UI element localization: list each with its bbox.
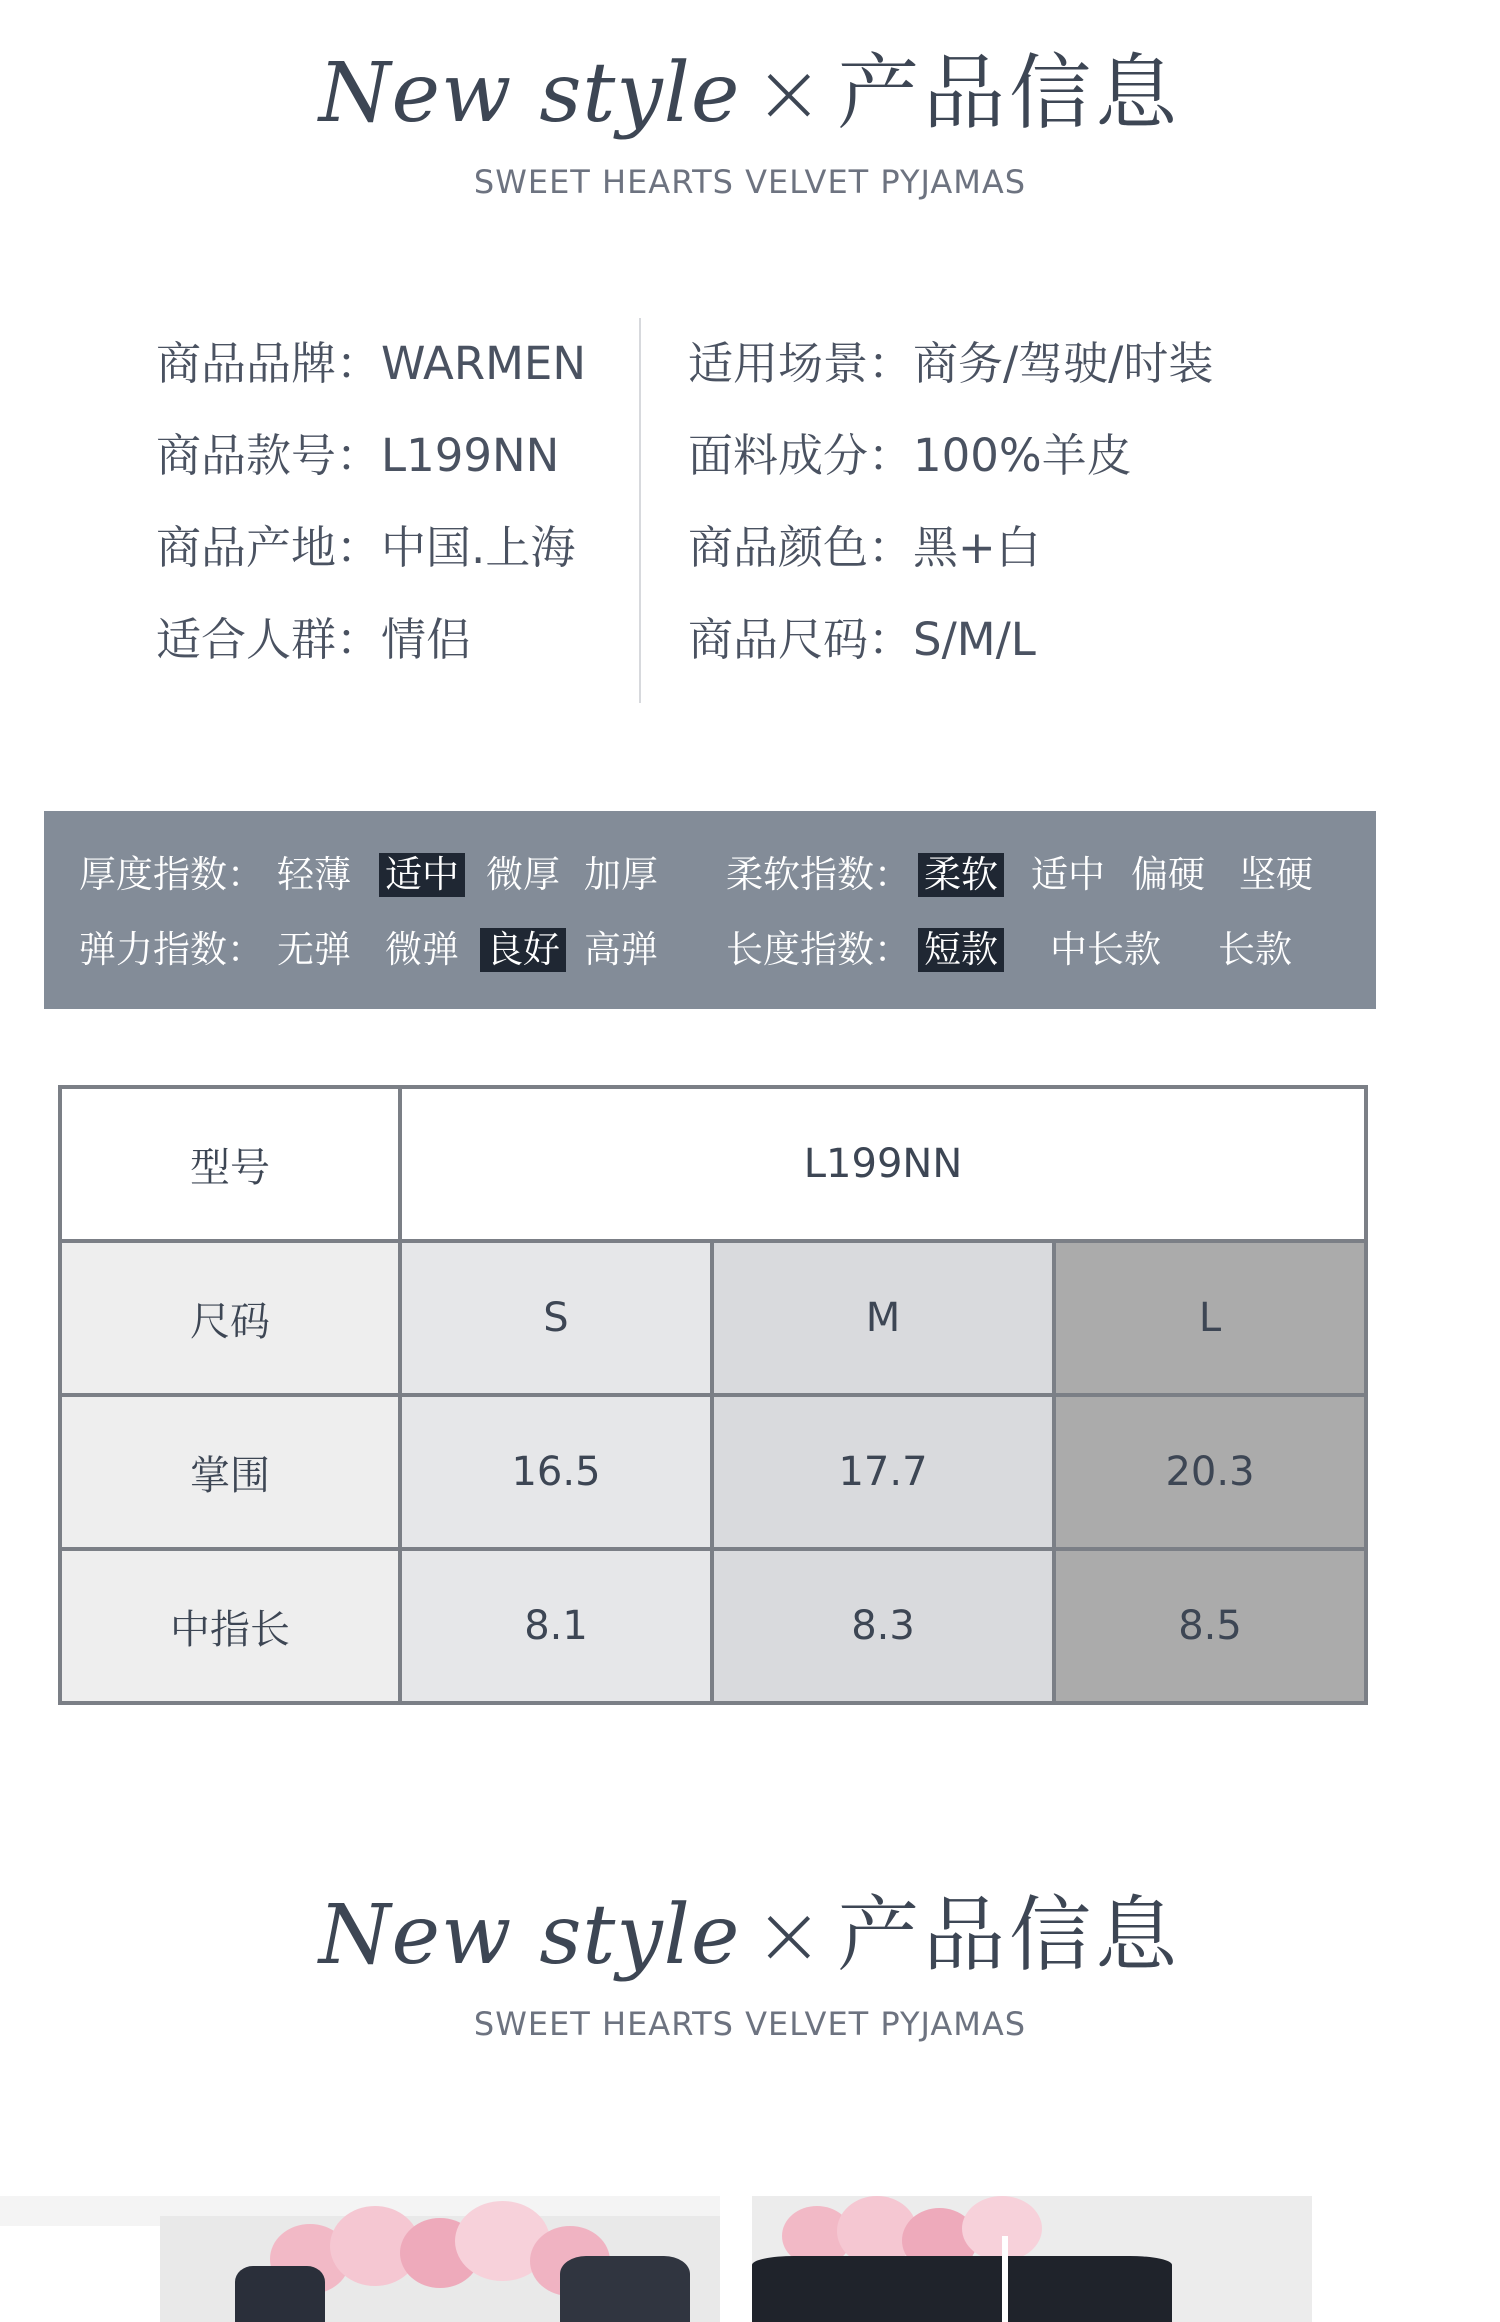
- table-row: [60, 1087, 1366, 1241]
- softness-option: 偏硬: [1131, 853, 1205, 896]
- product-photos: [0, 2196, 1500, 2322]
- info-label: 商品款号：: [156, 429, 382, 482]
- elasticity-option: 微弹: [385, 928, 459, 971]
- elasticity-option-selected: 良好: [480, 928, 566, 972]
- info-value: WARMEN: [381, 337, 587, 390]
- size-cell: S: [400, 1241, 712, 1395]
- info-label: 商品品牌：: [156, 337, 382, 390]
- info-row: [156, 594, 586, 686]
- info-value: 黑+白: [913, 521, 1041, 574]
- header-title: [0, 28, 1500, 145]
- softness-option-selected: 柔软: [918, 853, 1004, 897]
- thickness-label: 厚度指数：: [79, 853, 264, 896]
- value-cell: 20.3: [1054, 1395, 1366, 1549]
- info-label: 适用场景：: [688, 337, 914, 390]
- row-label-cell: 中指长: [60, 1549, 400, 1703]
- info-value: 中国.上海: [381, 521, 576, 574]
- softness-option: 坚硬: [1239, 853, 1313, 896]
- size-label-cell: 尺码: [60, 1241, 400, 1395]
- info-divider: [639, 318, 641, 703]
- size-table: [58, 1085, 1368, 1705]
- elasticity-label: 弹力指数：: [79, 928, 264, 971]
- softness-label: 柔软指数：: [726, 853, 911, 896]
- info-label: 面料成分：: [688, 429, 914, 482]
- header-cn-text: 产品信息: [837, 46, 1182, 141]
- value-cell: 17.7: [712, 1395, 1054, 1549]
- thickness-option: 微厚: [486, 853, 560, 896]
- product-photo: [0, 2196, 720, 2322]
- value-cell: 8.1: [400, 1549, 712, 1703]
- index-band: [44, 811, 1376, 1009]
- index-row-2: [44, 928, 1376, 988]
- length-label: 长度指数：: [726, 928, 911, 971]
- product-photo: [752, 2196, 1312, 2322]
- info-label: 适合人群：: [156, 613, 382, 666]
- info-row: [156, 502, 586, 594]
- header-script-text: New style: [318, 46, 741, 141]
- model-value-cell: L199NN: [400, 1087, 1366, 1241]
- model-label-cell: 型号: [60, 1087, 400, 1241]
- row-label-cell: 掌围: [60, 1395, 400, 1549]
- elasticity-option: 无弹: [277, 928, 351, 971]
- info-right-column: [688, 318, 1213, 686]
- section-header: [0, 28, 1500, 201]
- header-subtitle: SWEET HEARTS VELVET PYJAMAS: [473, 2005, 1027, 2043]
- thickness-option: 轻薄: [277, 853, 351, 896]
- length-option: 长款: [1218, 928, 1292, 971]
- value-cell: 8.5: [1054, 1549, 1366, 1703]
- info-value: 商务/驾驶/时装: [913, 337, 1214, 390]
- info-value: 100%羊皮: [913, 429, 1132, 482]
- info-label: 商品尺码：: [688, 613, 914, 666]
- table-row: [60, 1395, 1366, 1549]
- thickness-option: 加厚: [584, 853, 658, 896]
- info-value: L199NN: [381, 429, 560, 482]
- size-cell: M: [712, 1241, 1054, 1395]
- info-row: [688, 502, 1213, 594]
- info-value: S/M/L: [913, 613, 1036, 666]
- length-option-selected: 短款: [918, 928, 1004, 972]
- table-row: [60, 1241, 1366, 1395]
- softness-option: 适中: [1031, 853, 1105, 896]
- info-row: [688, 410, 1213, 502]
- info-left-column: [156, 318, 586, 686]
- info-row: [156, 318, 586, 410]
- thickness-option-selected: 适中: [379, 853, 465, 897]
- info-row: [156, 410, 586, 502]
- header-subtitle: SWEET HEARTS VELVET PYJAMAS: [473, 163, 1027, 201]
- length-option: 中长款: [1050, 928, 1161, 971]
- value-cell: 16.5: [400, 1395, 712, 1549]
- info-row: [688, 318, 1213, 410]
- section-header-2: [0, 1870, 1500, 2043]
- table-row: [60, 1549, 1366, 1703]
- info-row: [688, 594, 1213, 686]
- info-label: 商品颜色：: [688, 521, 914, 574]
- value-cell: 8.3: [712, 1549, 1054, 1703]
- header-cn-text: 产品信息: [837, 1888, 1182, 1983]
- header-cross: ×: [754, 46, 824, 141]
- info-label: 商品产地：: [156, 521, 382, 574]
- size-cell: L: [1054, 1241, 1366, 1395]
- product-info: [0, 318, 1500, 703]
- header-cross: ×: [754, 1888, 824, 1983]
- elasticity-option: 高弹: [584, 928, 658, 971]
- header-title: [0, 1870, 1500, 1987]
- header-script-text: New style: [318, 1888, 741, 1983]
- info-value: 情侣: [381, 613, 472, 666]
- index-row-1: [44, 853, 1376, 913]
